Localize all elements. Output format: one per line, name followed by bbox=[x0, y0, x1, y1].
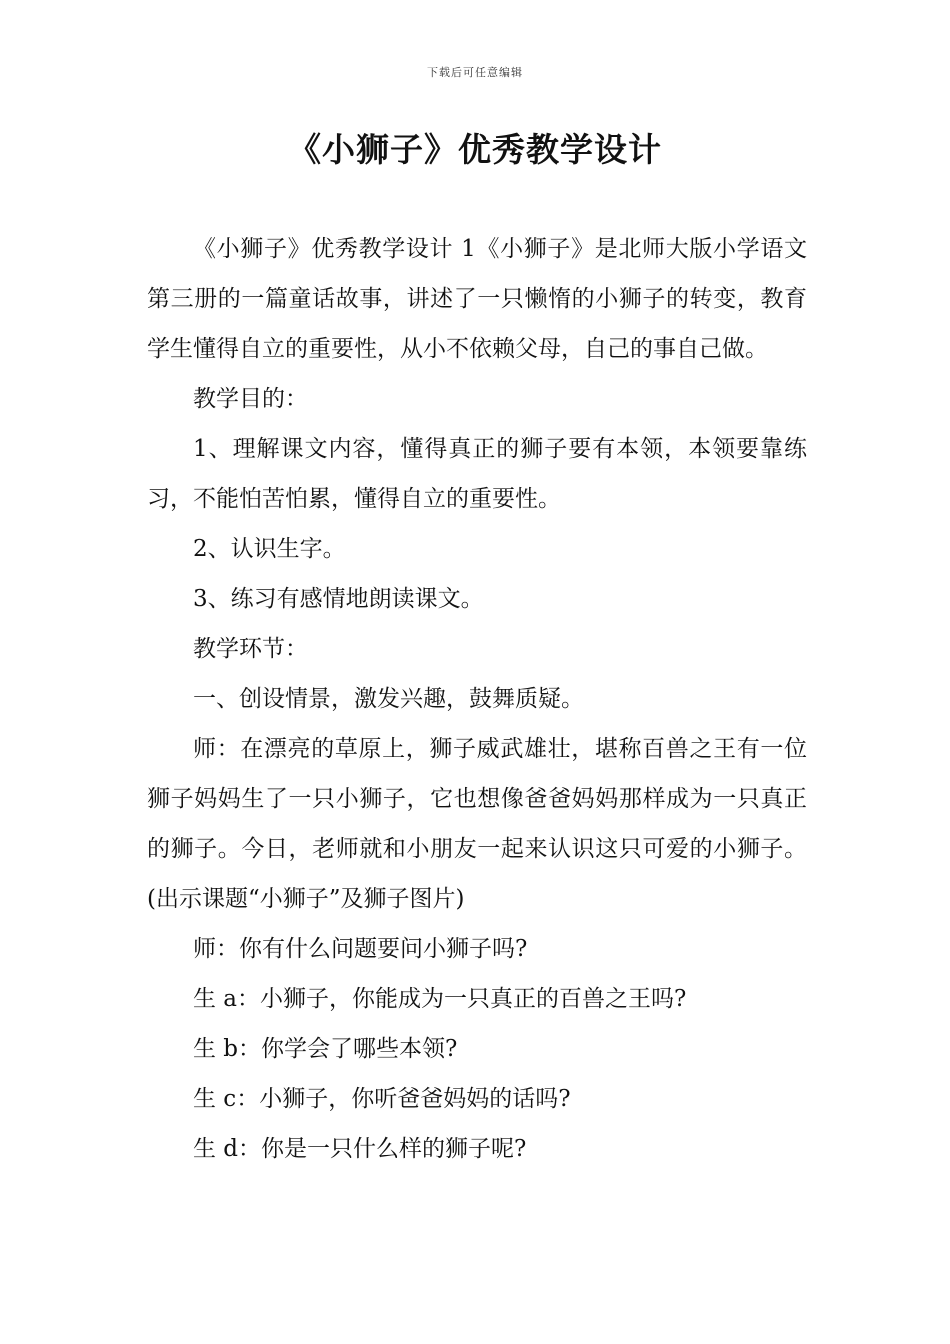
paragraph-steps-heading: 教学环节： bbox=[193, 636, 308, 662]
paragraph-student-b: 生 b：你学会了哪些本领? bbox=[193, 1036, 458, 1062]
paragraph-student-c: 生 c：小狮子，你听爸爸妈妈的话吗? bbox=[193, 1086, 571, 1112]
document-title: 《小狮子》优秀教学设计 bbox=[288, 130, 662, 169]
paragraph-step-1: 一、创设情景，激发兴趣，鼓舞质疑。 bbox=[193, 686, 584, 712]
paragraph-student-a: 生 a：小狮子，你能成为一只真正的百兽之王吗? bbox=[193, 986, 687, 1012]
paragraph-teacher-question: 师：你有什么问题要问小狮子吗? bbox=[193, 936, 528, 962]
paragraph-goal-1: 1、理解课文内容，懂得真正的狮子要有本领，本领要靠练习，不能怕苦怕累，懂得自立的重要性。 bbox=[147, 436, 807, 512]
paragraph-goals-heading: 教学目的： bbox=[193, 386, 308, 412]
paragraph-intro: 《小狮子》优秀教学设计 1《小狮子》是北师大版小学语文第三册的一篇童话故事，讲述了一只懒惰的小狮子的转变，教育学生懂得自立的重要性，从小不依赖父母，自己的事自己做。 bbox=[147, 236, 807, 362]
paragraph-goal-3: 3、练习有感情地朗读课文。 bbox=[193, 586, 484, 612]
paragraph-student-d: 生 d：你是一只什么样的狮子呢? bbox=[193, 1136, 527, 1162]
document-body bbox=[147, 224, 807, 1174]
paragraph-goal-2: 2、认识生字。 bbox=[193, 536, 346, 562]
header-note: 下载后可任意编辑 bbox=[427, 66, 523, 79]
paragraph-teacher-intro: 师：在漂亮的草原上，狮子威武雄壮，堪称百兽之王有一位狮子妈妈生了一只小狮子，它也想像爸爸妈妈那样成为一只真正的狮子。今日，老师就和小朋友一起来认识这只可爱的小狮子。(出示课题“小狮子”及狮子图片) bbox=[147, 736, 807, 912]
